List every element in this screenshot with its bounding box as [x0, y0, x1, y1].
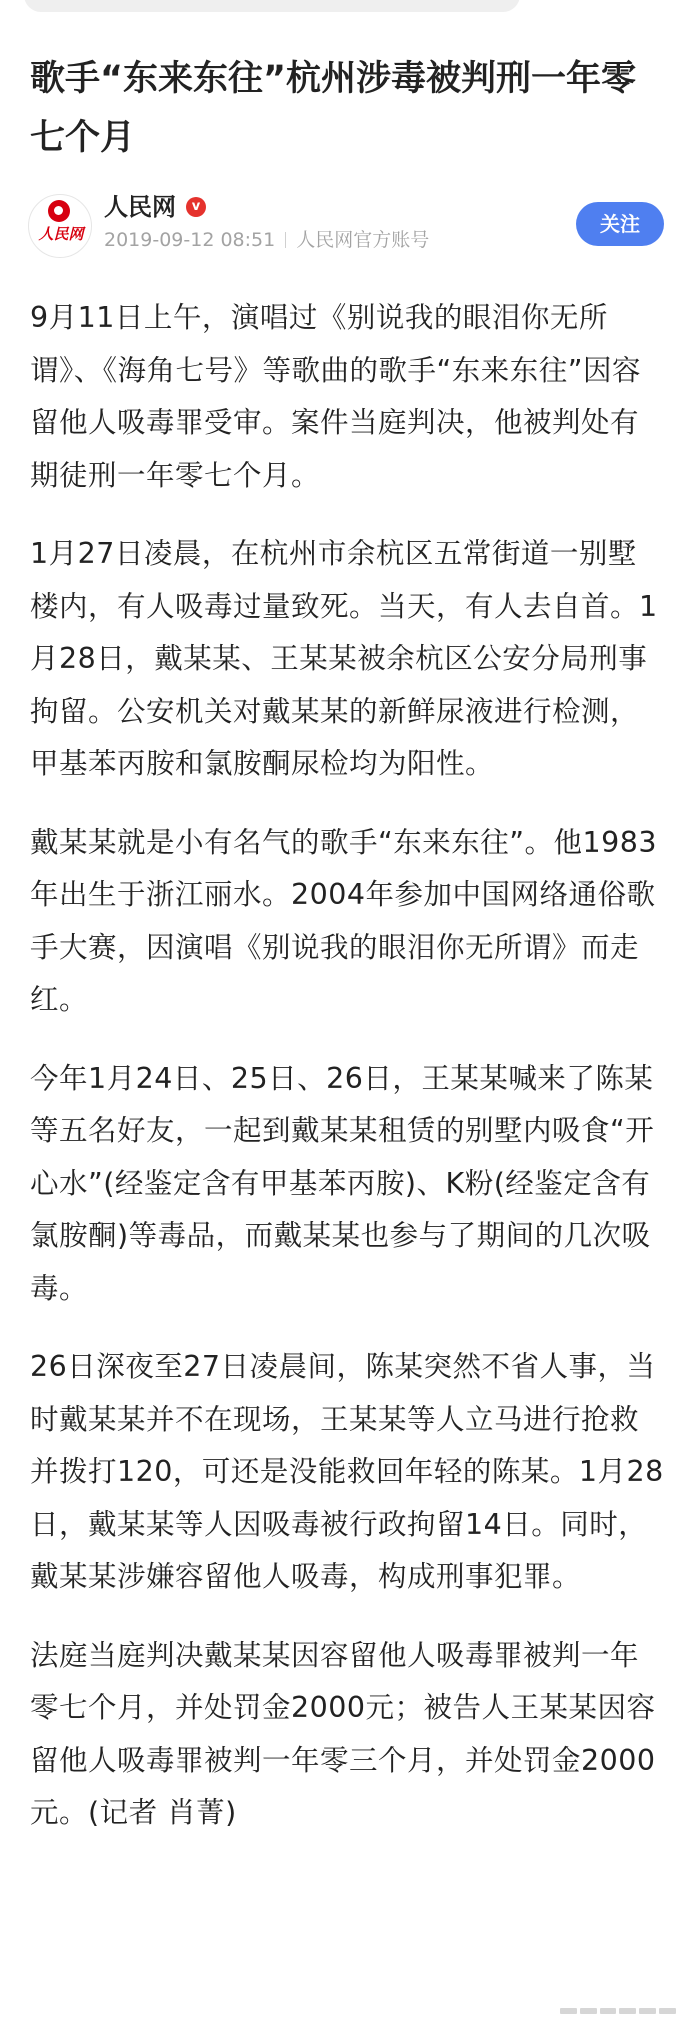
- article-paragraph: 法庭当庭判决戴某某因容留他人吸毒罪被判一年零七个月，并处罚金2000元；被告人王某某因容留他人吸毒罪被判一年零三个月，并处罚金2000元。(记者 肖菁): [30, 1638, 656, 1829]
- watermark-bar: [639, 2008, 656, 2014]
- article-meta: [104, 228, 429, 252]
- verified-badge-icon: v: [186, 197, 206, 217]
- watermark-bar: [600, 2008, 617, 2014]
- article-paragraph: 今年1月24日、25日、26日，王某某喊来了陈某等五名好友，一起到戴某某租赁的别墅内吸食“开心水”(经鉴定含有甲基苯丙胺)、K粉(经鉴定含有氯胺酮)等毒品，而戴某某也参与了期间的几次吸毒。: [30, 1061, 655, 1305]
- article-body: [30, 292, 664, 1866]
- watermark-bar: [659, 2008, 676, 2014]
- watermark-bars: [560, 2008, 676, 2014]
- watermark-bar: [619, 2008, 636, 2014]
- watermark-bar: [560, 2008, 577, 2014]
- publish-date: 2019-09-12 08:51: [104, 229, 276, 251]
- follow-button[interactable]: 关注: [576, 202, 664, 246]
- article-paragraph: 戴某某就是小有名气的歌手“东来东往”。他1983年出生于浙江丽水。2004年参加中国网络通俗歌手大赛，因演唱《别说我的眼泪你无所谓》而走红。: [30, 825, 658, 1016]
- watermark-bar: [580, 2008, 597, 2014]
- author-avatar[interactable]: [28, 194, 92, 258]
- avatar-logo-text: 人民网: [38, 225, 84, 243]
- search-bar-remnant[interactable]: [24, 0, 520, 12]
- article-title: 歌手“东来东往”杭州涉毒被判刑一年零七个月: [30, 59, 637, 158]
- article-paragraph: 1月27日凌晨，在杭州市余杭区五常街道一别墅楼内，有人吸毒过量致死。当天，有人去自首。1月28日，戴某某、王某某被余杭区公安分局刑事拘留。公安机关对戴某某的新鲜尿液进行检测，甲基苯丙胺和氯胺酮尿检均为阳性。: [30, 537, 658, 780]
- article-paragraph: 9月11日上午，演唱过《别说我的眼泪你无所谓》、《海角七号》等歌曲的歌手“东来东往”因容留他人吸毒罪受审。案件当庭判决，他被判处有期徒刑一年零七个月。: [30, 301, 642, 492]
- author-name[interactable]: 人民网: [104, 193, 176, 221]
- article-paragraph: 26日深夜至27日凌晨间，陈某突然不省人事，当时戴某某并不在现场，王某某等人立马进行抢救并拨打120，可还是没能救回年轻的陈某。1月28日，戴某某等人因吸毒被行政拘留14日。同时，戴某某涉嫌容留他人吸毒，构成刑事犯罪。: [30, 1350, 664, 1593]
- author-row: [24, 188, 664, 258]
- account-type: 人民网官方账号: [296, 229, 430, 251]
- people-daily-logo-icon: [48, 200, 70, 222]
- meta-divider: [285, 232, 286, 248]
